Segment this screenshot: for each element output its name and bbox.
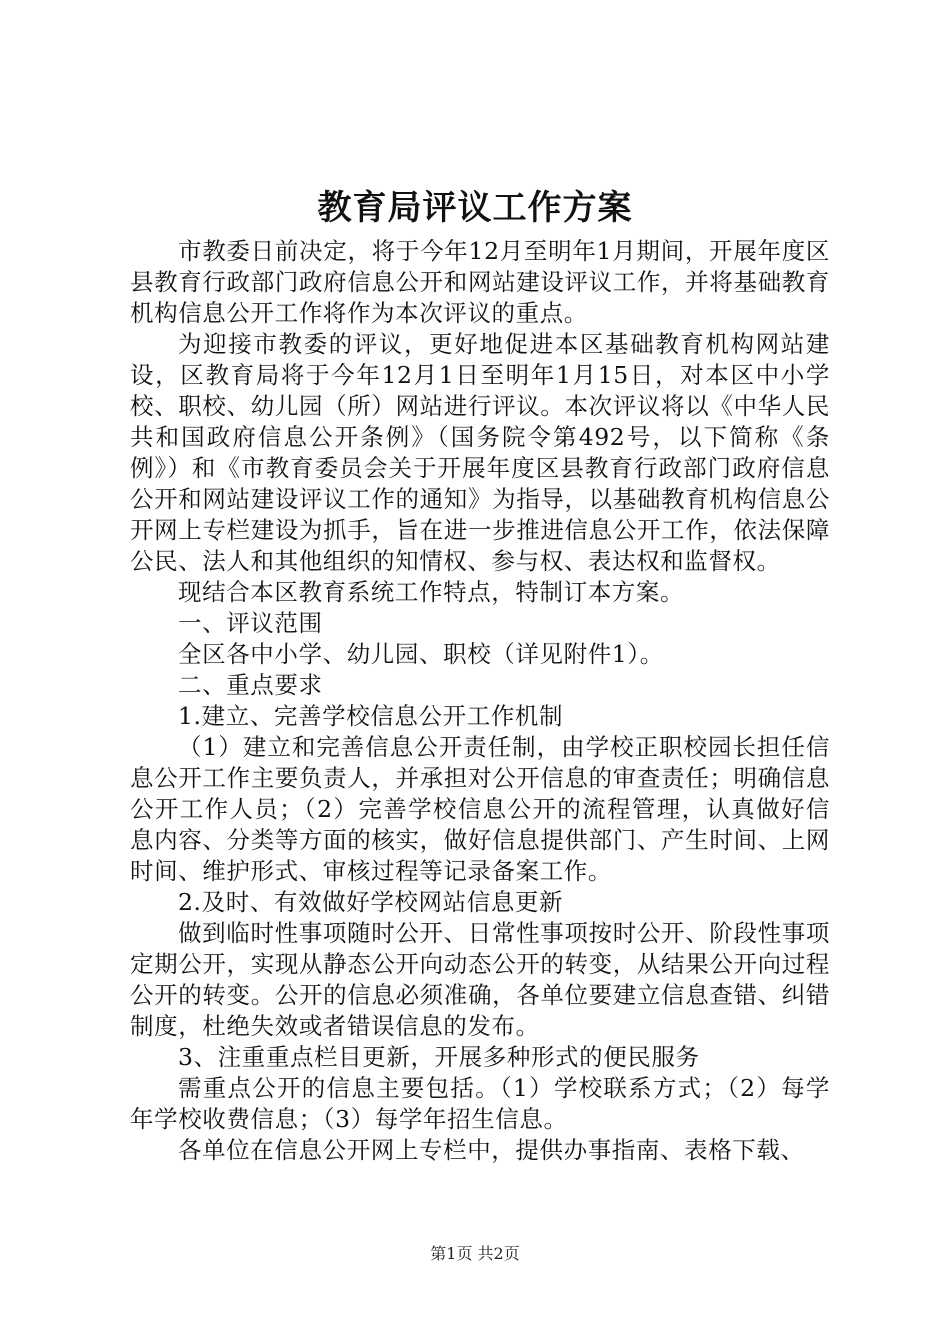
paragraph-scope: 全区各中小学、幼儿园、职校（详见附件1）。	[178, 640, 664, 668]
section-heading-scope: 一、评议范围	[178, 609, 323, 637]
subheading-mechanism: 1.建立、完善学校信息公开工作机制	[178, 702, 564, 730]
subheading-columns: 3、注重重点栏目更新，开展多种形式的便民服务	[178, 1043, 700, 1071]
paragraph-mechanism: （1）建立和完善信息公开责任制，由学校正职校园长担任信息公开工作主要负责人，并承担对公开信息的审查责任；明确信息公开工作人员；（2）完善学校信息公开的流程管理，认真做好信息内容、分类等方面的核实，做好信息提供部门、产生时间、上网时间、维护形式、审核过程等记录备案工作。	[130, 733, 830, 885]
subheading-update: 2.及时、有效做好学校网站信息更新	[178, 888, 564, 916]
paragraph-update: 做到临时性事项随时公开、日常性事项按时公开、阶段性事项定期公开，实现从静态公开向动态公开的转变，从结果公开向过程公开的转变。公开的信息必须准确，各单位要建立信息查错、纠错制度，杜绝失效或者错误信息的发布。	[130, 919, 830, 1040]
page-title: 教育局评议工作方案	[317, 188, 633, 228]
paragraph-intro: 市教委日前决定，将于今年12月至明年1月期间，开展年度区县教育行政部门政府信息公开和网站建设评议工作，并将基础教育机构信息公开工作将作为本次评议的重点。	[130, 237, 830, 327]
paragraph-services: 各单位在信息公开网上专栏中，提供办事指南、表格下载、	[178, 1136, 805, 1164]
paragraph-scheme-note: 现结合本区教育系统工作特点，特制订本方案。	[178, 578, 685, 606]
paragraph-purpose: 为迎接市教委的评议，更好地促进本区基础教育机构网站建设，区教育局将于今年12月1日至明年1月15日，对本区中小学校、职校、幼儿园（所）网站进行评议。本次评议将以《中华人民共和国政府信息公开条例》（国务院令第492号，以下简称《条例》）和《市教育委员会关于开展年度区县教育行政部门政府信息公开和网站建设评议工作的通知》为指导，以基础教育机构信息公开网上专栏建设为抓手，旨在进一步推进信息公开工作，依法保障公民、法人和其他组织的知情权、参与权、表达权和监督权。	[130, 330, 830, 575]
page-footer: 第1页 共2页	[430, 1244, 520, 1263]
section-heading-requirements: 二、重点要求	[178, 671, 323, 699]
paragraph-columns: 需重点公开的信息主要包括。（1）学校联系方式；（2）每学年学校收费信息；（3）每学年招生信息。	[130, 1074, 830, 1133]
document-body	[130, 236, 830, 1166]
